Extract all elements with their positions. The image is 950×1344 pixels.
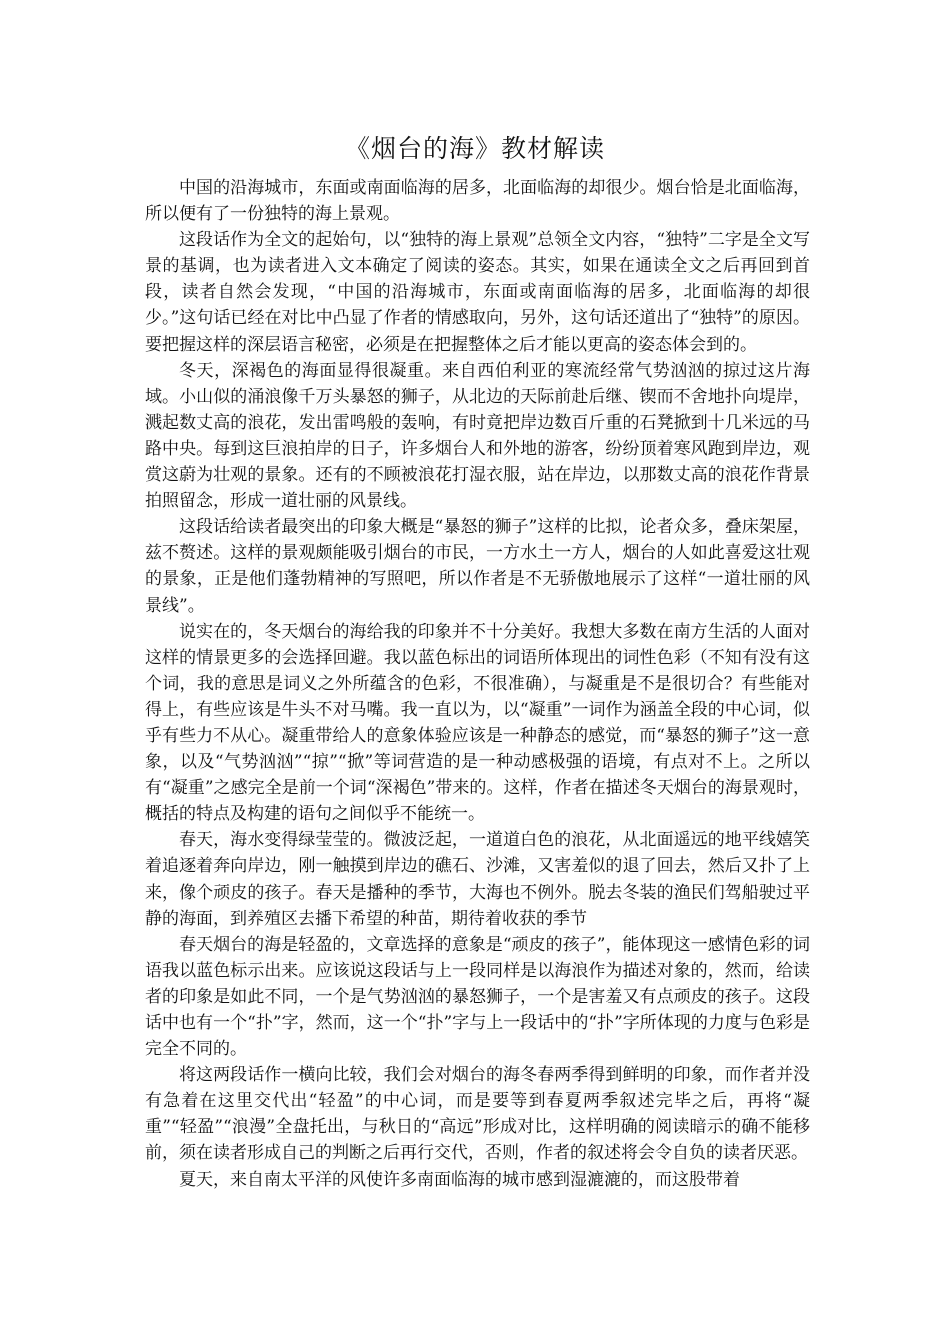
paragraph-spring-quote: 春天，海水变得绿莹莹的。微波泛起，一道道白色的浪花，从北面遥远的地平线嬉笑着追逐着奔向岸边，刚一触摸到岸边的礁石、沙滩，又害羞似的退了回去，然后又扑了上来，像个顽皮的孩子。春天是播种的季节，大海也不例外。脱去冬装的渔民们驾船驶过平静的海面，到养殖区去播下希望的种苗，期待着收获的季节 — [145, 830, 810, 929]
paragraph-intro-quote: 中国的沿海城市，东面或南面临海的居多，北面临海的却很少。烟台恰是北面临海，所以便有了一份独特的海上景观。 — [145, 178, 810, 225]
paragraph-summer-quote: 夏天，来自南太平洋的风使许多南面临海的城市感到湿漉漉的，而这股带着 — [179, 1169, 740, 1190]
paragraph-winter-quote: 冬天，深褐色的海面显得很凝重。来自西伯利亚的寒流经常气势汹汹的掠过这片海域。小山似的涌浪像千万头暴怒的狮子，从北边的天际前赴后继、锲而不舍地扑向堤岸，溅起数丈高的浪花，发出雷鸣般的轰响，有时竟把岸边数百斤重的石凳掀到十几米远的马路中央。每到这巨浪拍岸的日子，许多烟台人和外地的游客，纷纷顶着寒风跑到岸边，观赏这蔚为壮观的景象。还有的不顾被浪花打湿衣服，站在岸边，以那数丈高的浪花作背景拍照留念，形成一道壮丽的风景线。 — [145, 360, 810, 512]
paragraph-comparison: 将这两段话作一横向比较，我们会对烟台的海冬春两季得到鲜明的印象，而作者并没有急着在这里交代出“轻盈”的中心词，而是要等到春夏两季叙述完毕之后，再将“凝重”“轻盈”“浪漫”全盘托出，与秋日的“高远”形成对比，这样明确的阅读暗示的确不能移前，须在读者形成自己的判断之后再行交代，否则，作者的叙述将会令自负的读者厌恶。 — [145, 1065, 810, 1164]
document-body — [145, 175, 810, 1193]
paragraph-winter-critique: 说实在的，冬天烟台的海给我的印象并不十分美好。我想大多数在南方生活的人面对这样的情景更多的会选择回避。我以蓝色标出的词语所体现出的词性色彩（不知有没有这个词，我的意思是词义之外所蕴含的色彩，不很准确），与凝重是不是很切合？有些能对得上，有些应该是牛头不对马嘴。我一直以为，以“凝重”一词作为涵盖全段的中心词，似乎有些力不从心。凝重带给人的意象体验应该是一种静态的感觉，而“暴怒的狮子”这一意象，以及“气势汹汹”“掠”“掀”等词营造的是一种动感极强的语境，有点对不上。之所以有“凝重”之感完全是前一个词“深褐色”带来的。这样，作者在描述冬天烟台的海景观时，概括的特点及构建的语句之间似乎不能统一。 — [145, 621, 810, 825]
paragraph-winter-analysis: 这段话给读者最突出的印象大概是“暴怒的狮子”这样的比拟，论者众多，叠床架屋，兹不赘述。这样的景观颇能吸引烟台的市民，一方水土一方人，烟台的人如此喜爱这壮观的景象，正是他们蓬勃精神的写照吧，所以作者是不无骄傲地展示了这样“一道壮丽的风景线”。 — [145, 517, 810, 616]
paragraph-intro-analysis: 这段话作为全文的起始句，以“独特的海上景观”总领全文内容，“独特”二字是全文写景的基调，也为读者进入文本确定了阅读的姿态。其实，如果在通读全文之后再回到首段，读者自然会发现，“中国的沿海城市，东面或南面临海的居多，北面临海的却很少。”这句话已经在对比中凸显了作者的情感取向，另外，这句话还道出了“独特”的原因。要把握这样的深层语言秘密，必须是在把握整体之后才能以更高的姿态体会到的。 — [145, 230, 810, 355]
paragraph-spring-analysis: 春天烟台的海是轻盈的，文章选择的意象是“顽皮的孩子”，能体现这一感情色彩的词语我以蓝色标示出来。应该说这段话与上一段同样是以海浪作为描述对象的，然而，给读者的印象是如此不同，一个是气势汹汹的暴怒狮子，一个是害羞又有点顽皮的孩子。这段话中也有一个“扑”字，然而，这一个“扑”字与上一段话中的“扑”字所体现的力度与色彩是完全不同的。 — [145, 934, 810, 1060]
document-title: 《烟台的海》教材解读 — [344, 134, 605, 163]
